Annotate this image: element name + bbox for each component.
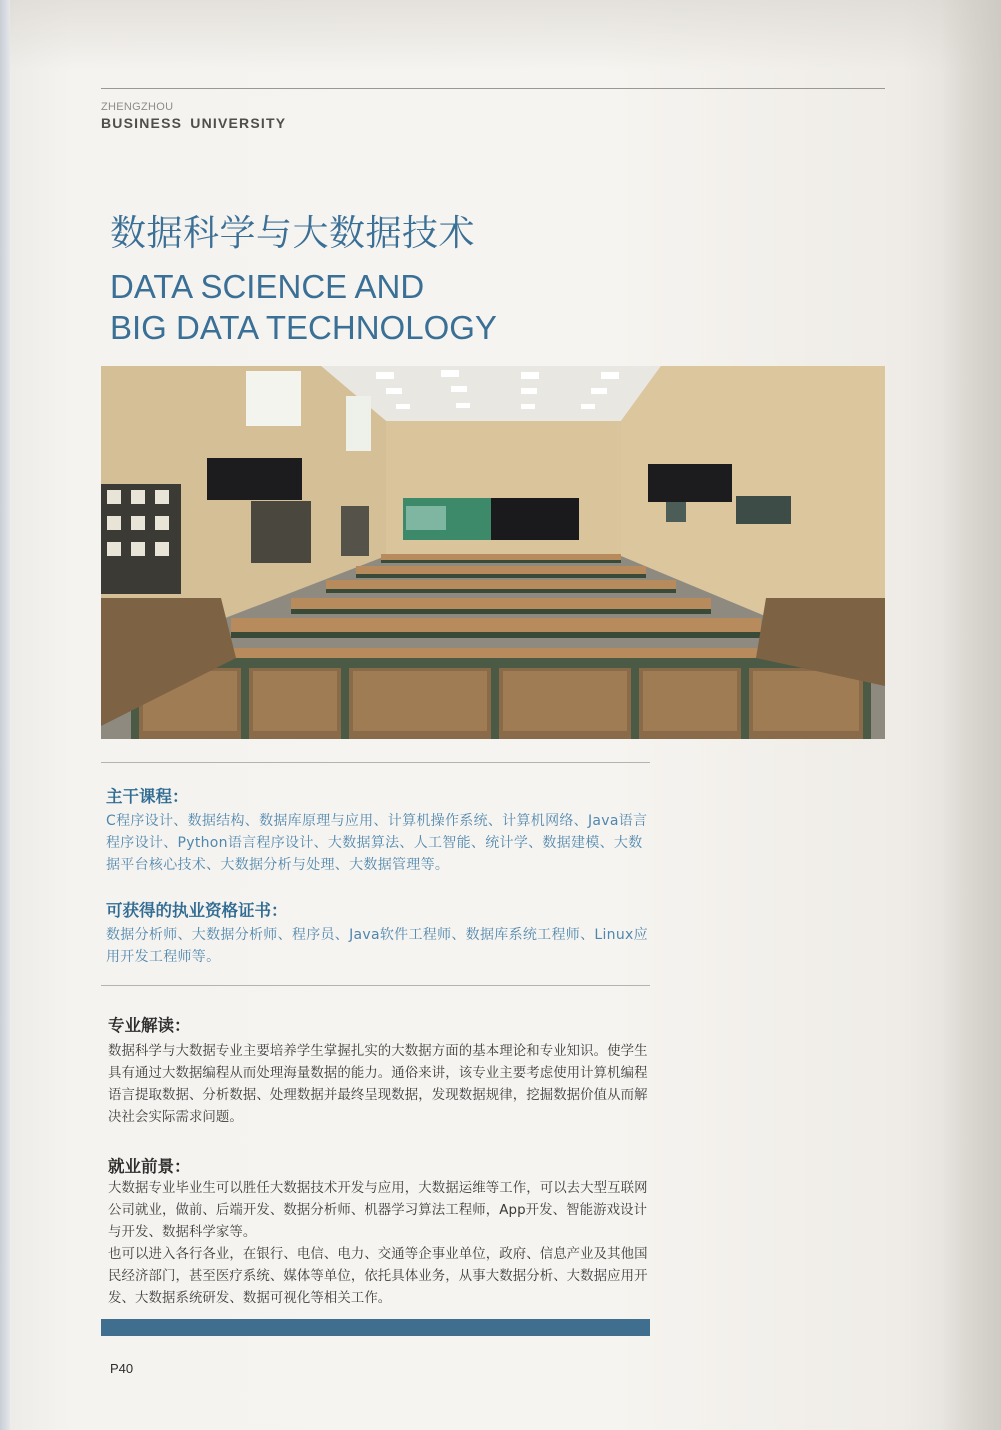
footer-bar bbox=[101, 1319, 650, 1336]
employment-paragraph-1: 大数据专业毕业生可以胜任大数据技术开发与应用，大数据运维等工作，可以去大型互联网公司就业，做前、后端开发、数据分析师、机器学习算法工程师，App开发、智能游戏设计与开发、数据科学家等。 bbox=[108, 1181, 648, 1240]
brand-city: ZHENGZHOU bbox=[101, 101, 174, 113]
brand-name: BUSINESS UNIVERSITY bbox=[101, 115, 287, 131]
interpretation-paragraph: 数据科学与大数据专业主要培养学生掌握扎实的大数据方面的基本理论和专业知识。使学生具有通过大数据编程从而处理海量数据的能力。通俗来讲，该专业主要考虑使用计算机编程语言提取数据、分析数据、处理数据并最终呈现数据，发现数据规律，挖掘数据价值从而解决社会实际需求问题。 bbox=[108, 1044, 648, 1125]
employment-heading: 就业前景： bbox=[108, 1157, 191, 1176]
interpretation-heading: 专业解读： bbox=[108, 1016, 191, 1035]
page-title-cn: 数据科学与大数据技术 bbox=[110, 213, 476, 254]
employment-text bbox=[108, 1178, 653, 1310]
page-title-en bbox=[110, 266, 497, 348]
interpretation-text bbox=[108, 1041, 653, 1129]
courses-heading: 主干课程： bbox=[106, 787, 189, 806]
page-binding-edge bbox=[0, 0, 10, 1430]
page-shading-right bbox=[941, 0, 1001, 1430]
section-divider-middle bbox=[101, 985, 650, 986]
certificates-heading: 可获得的执业资格证书： bbox=[106, 901, 288, 920]
employment-paragraph-2: 也可以进入各行各业，在银行、电信、电力、交通等企事业单位，政府、信息产业及其他国民经济部门，甚至医疗系统、媒体等单位，依托具体业务，从事大数据分析、大数据应用开发、大数据系统研发、数据可视化等相关工作。 bbox=[108, 1247, 648, 1306]
page-title-en-line2: BIG DATA TECHNOLOGY bbox=[110, 309, 497, 346]
classroom-photo bbox=[101, 366, 885, 739]
certificates-text: 数据分析师、大数据分析师、程序员、Java软件工程师、数据库系统工程师、Linux应用开发工程师等。 bbox=[106, 927, 648, 965]
page-shading-top bbox=[10, 0, 1001, 70]
page-title-en-line1: DATA SCIENCE AND bbox=[110, 268, 425, 305]
header-rule bbox=[101, 88, 885, 89]
section-divider-top bbox=[101, 762, 650, 763]
courses-text: C程序设计、数据结构、数据库原理与应用、计算机操作系统、计算机网络、Java语言程序设计、Python语言程序设计、大数据算法、人工智能、统计学、数据建模、大数据平台核心技术、大数据分析与处理、大数据管理等。 bbox=[106, 813, 648, 873]
page-number: P40 bbox=[110, 1361, 134, 1376]
